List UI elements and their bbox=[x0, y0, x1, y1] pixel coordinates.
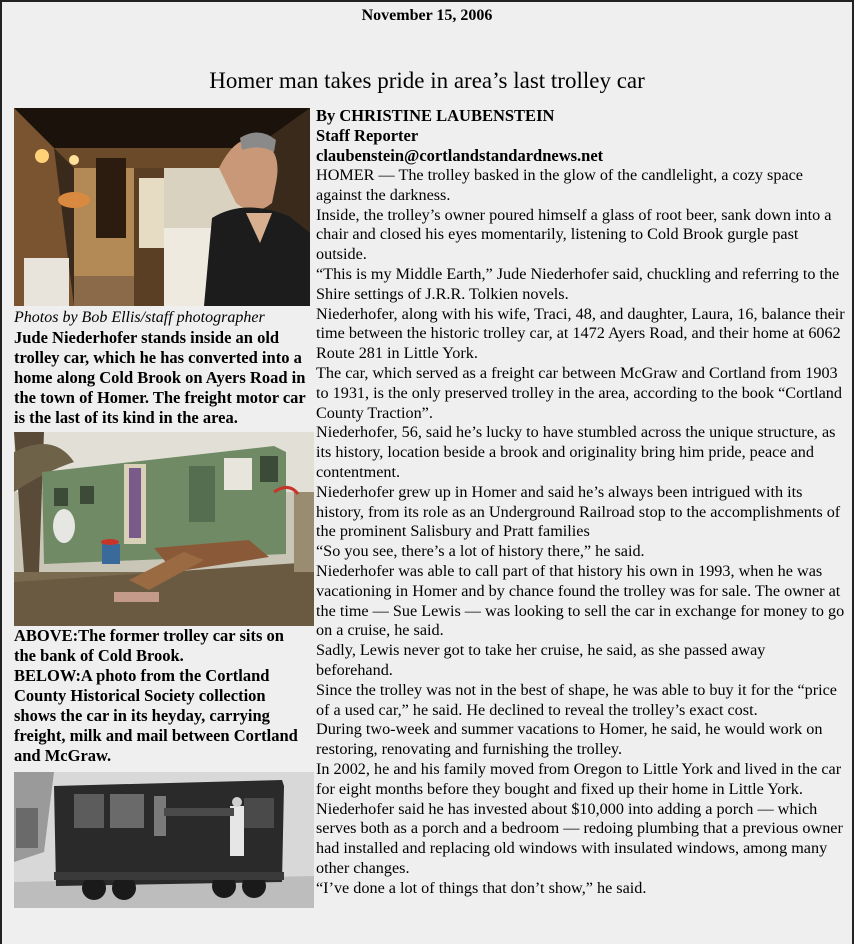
publication-date: November 15, 2006 bbox=[361, 7, 493, 24]
article-paragraph: “This is my Middle Earth,” Jude Niederhofer said, chuckling and referring to the Shire settings of J.R.R. Tolkien novels. bbox=[316, 264, 840, 303]
article-paragraph: Since the trolley was not in the best of shape, he was able to buy it for the “price of a used car,” he said. He declined to reveal the trolley’s exact cost. bbox=[316, 680, 837, 719]
article-paragraph: Sadly, Lewis never got to take her cruise, he said, as she passed away beforehand. bbox=[316, 641, 766, 679]
byline-role: Staff Reporter bbox=[316, 126, 419, 145]
article-paragraph: Niederhofer grew up in Homer and said he’s always been intrigued with its history, from its role as an Underground Railroad stop to the accomplishments of the prominent Salisbury and Pratt families bbox=[316, 482, 841, 541]
article-paragraph: “So you see, there’s a lot of history there,” he said. bbox=[316, 542, 645, 561]
historical-trolley-photo bbox=[14, 772, 314, 908]
photo-caption-above: ABOVE:The former trolley car sits on the bank of Cold Brook. bbox=[14, 626, 284, 665]
photo-credit: Photos by Bob Ellis/staff photographer bbox=[14, 309, 265, 326]
article-paragraph: The car, which served as a freight car between McGraw and Cortland from 1903 to 1931, is the only preserved trolley in the area, according to the book “Cortland County Traction”. bbox=[316, 363, 842, 422]
article-paragraph: HOMER — The trolley basked in the glow of the candlelight, a cozy space against the darkness. bbox=[316, 166, 803, 204]
article-paragraph: Niederhofer said he has invested about $10,000 into adding a porch — which serves both as a porch and a bedroom — redoing plumbing that a previous owner had installed and replacing old windows with insulated windows, among many other changes. bbox=[316, 799, 843, 877]
article-paragraph: Niederhofer was able to call part of that history his own in 1993, when he was vacationing in Homer and by chance found the trolley was for sale. The owner at the time — Sue Lewis — was looking to sell the car in exchange for money to go on a cruise, he said. bbox=[316, 561, 845, 640]
article-paragraph: During two-week and summer vacations to Homer, he said, he would work on restoring, renovating and furnishing the trolley. bbox=[316, 720, 823, 759]
trolley-interior-photo bbox=[14, 108, 310, 306]
byline-author: By CHRISTINE LAUBENSTEIN bbox=[316, 106, 555, 125]
article-paragraph: “I’ve done a lot of things that don’t show,” he said. bbox=[316, 878, 647, 897]
photo-column bbox=[14, 108, 310, 908]
article-paragraph: Inside, the trolley’s owner poured himself a glass of root beer, sank down into a chair and closed his eyes momentarily, listening to Cold Brook gurgle past outside. bbox=[316, 205, 832, 264]
byline-email: claubenstein@cortlandstandardnews.net bbox=[316, 146, 604, 165]
photo-caption-interior: Jude Niederhofer stands inside an old trolley car, which he has converted into a home along Cold Brook on Ayers Road in the town of Homer. The freight motor car is the last of its kind in the area. bbox=[14, 328, 306, 427]
headline: Homer man takes pride in area’s last trolley car bbox=[209, 68, 645, 93]
article-paragraph: In 2002, he and his family moved from Oregon to Little York and lived in the car for eight months before they bought and fixed up their home in Little York. bbox=[316, 759, 842, 798]
trolley-exterior-photo bbox=[14, 432, 314, 626]
article-body bbox=[316, 106, 846, 898]
article-paragraph: Niederhofer, along with his wife, Traci, 48, and daughter, Laura, 16, balance their time between the historic trolley car, at 1472 Ayers Road, and their home at 6062 Route 281 in Little York. bbox=[316, 304, 845, 363]
article-paragraph: Niederhofer, 56, said he’s lucky to have stumbled across the unique structure, as its history, location beside a brook and originality bring him pride, peace and contentment. bbox=[316, 423, 836, 481]
photo-caption-below: BELOW:A photo from the Cortland County Historical Society collection shows the car in its heyday, carrying freight, milk and mail between Cortland and McGraw. bbox=[14, 666, 298, 765]
